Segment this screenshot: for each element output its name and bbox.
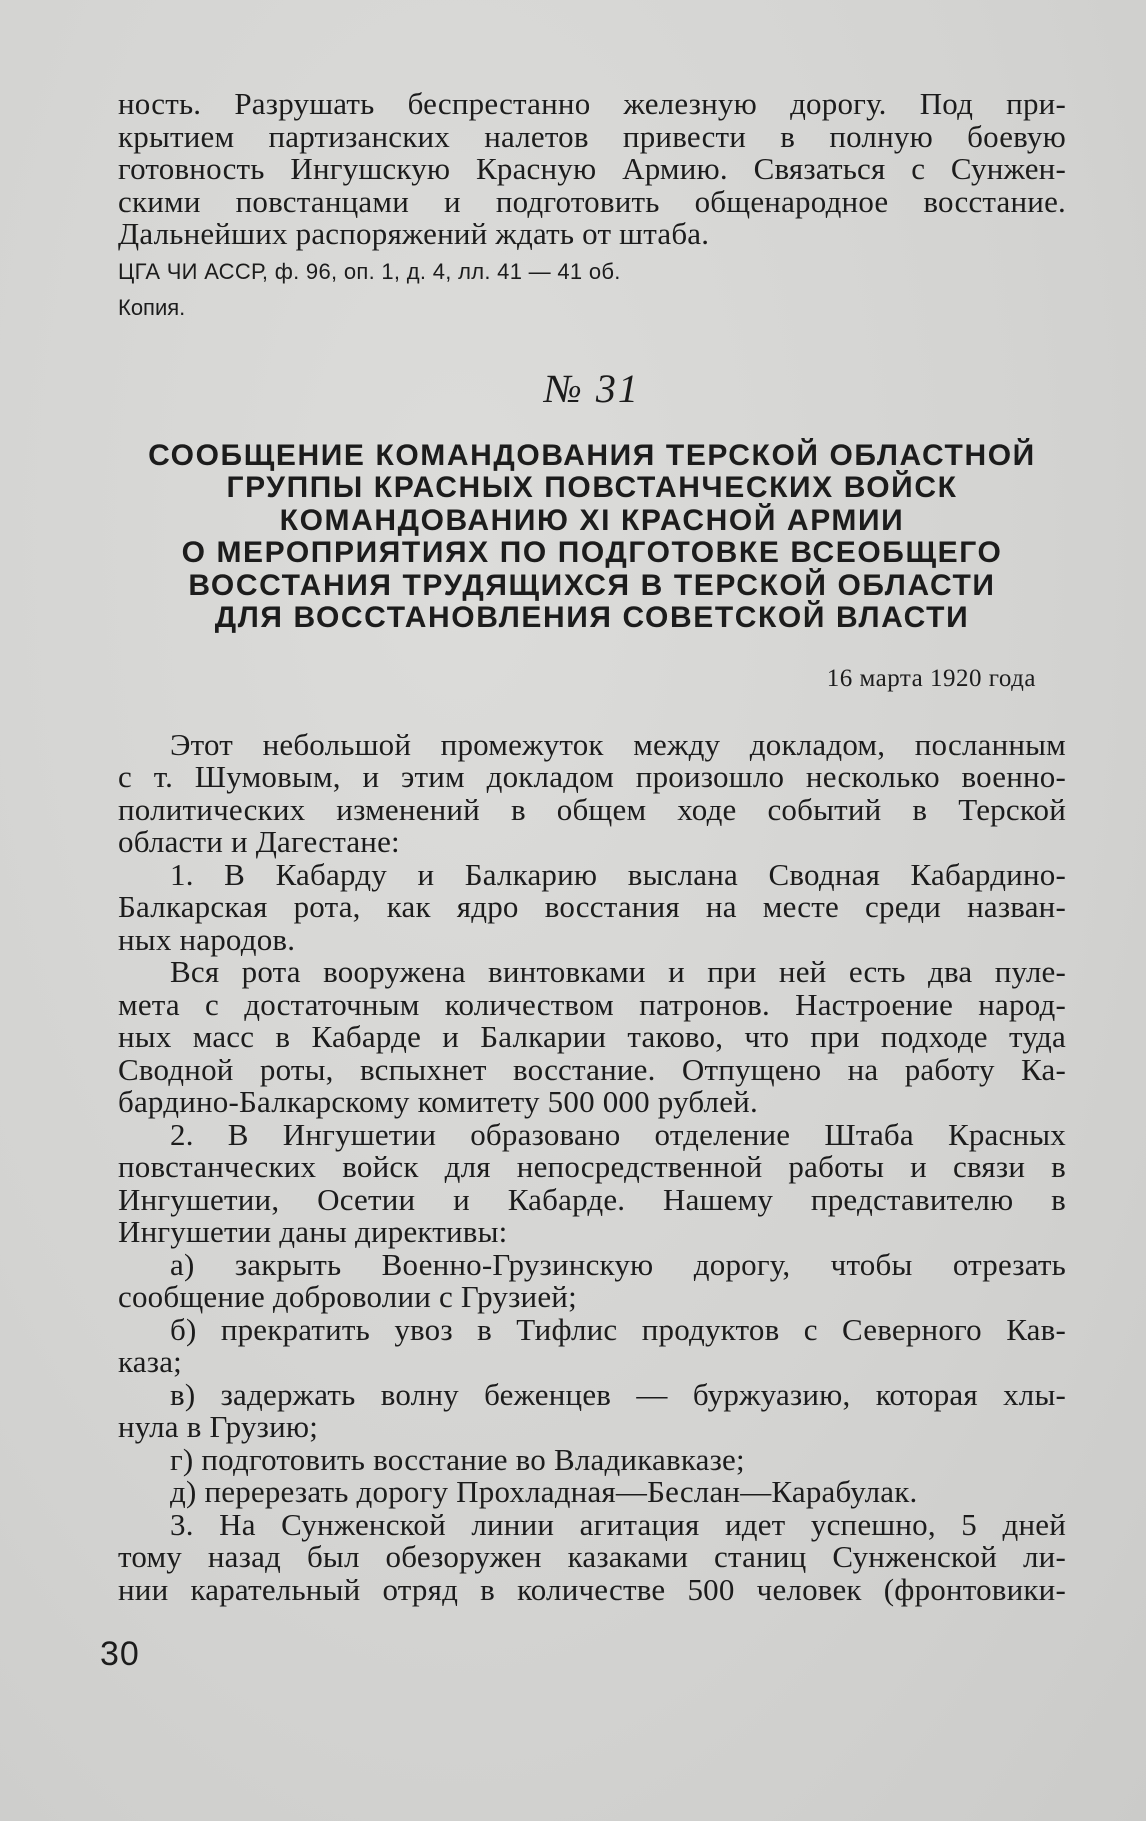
text-line: мета с достаточным количеством патронов. Настроение народ- [118,986,1066,1022]
text-line: д) перерезать дорогу Прохладная—Беслан—Карабулак. [170,1474,918,1509]
page [118,88,1066,1606]
directive-a [118,1246,1066,1314]
text-line: нии карательный отряд в количестве 500 человек (фронтовики- [118,1571,1066,1607]
text-line: Ингушетии даны директивы: [118,1214,508,1249]
document-number: № 31 [544,365,640,411]
text-line: 1. В Кабарду и Балкарию выслана Сводная Кабардино- [170,856,1066,892]
text-line: Сводной роты, вспыхнет восстание. Отпущено на работу Ка- [118,1051,1066,1087]
text-line: политических изменений в общем ходе событий в Терской [118,791,1066,827]
text-line: Вся рота вооружена винтовками и при ней есть два пуле- [170,954,1066,989]
text-line: ных народов. [118,921,296,957]
text-line: г) подготовить восстание во Владикавказе; [170,1441,745,1477]
archive-reference: ЦГА ЧИ АССР, ф. 96, оп. 1, д. 4, лл. 41 — 41 об. [118,258,621,284]
text-line: скими повстанцами и подготовить общенародное восстание. [118,183,1066,219]
paragraph-intro [118,726,1066,859]
title-line: ГРУППЫ КРАСНЫХ ПОВСТАНЧЕСКИХ ВОЙСК [226,471,958,504]
title-line: ВОССТАНИЯ ТРУДЯЩИХСЯ В ТЕРСКОЙ ОБЛАСТИ [188,568,996,602]
text-line: Дальнейших распоряжений ждать от штаба. [118,216,710,251]
continued-paragraph [118,88,1066,251]
paragraph-company [118,956,1066,1119]
text-line: в) задержать волну беженцев — буржуазию, которая хлы- [170,1376,1066,1412]
title-line: КОМАНДОВАНИЮ XI КРАСНОЙ АРМИИ [279,503,905,537]
paragraph-item-2 [118,1116,1066,1249]
text-line: бардино-Балкарскому комитету 500 000 рублей. [118,1084,758,1119]
paragraph-item-1 [118,856,1066,957]
text-line: ных масс в Кабарде и Балкарии таково, что при подходе туда [118,1019,1066,1054]
title-line: СООБЩЕНИЕ КОМАНДОВАНИЯ ТЕРСКОЙ ОБЛАСТНОЙ [148,438,1036,472]
text-line: повстанческих войск для непосредственной работы и связи в [118,1149,1066,1184]
page-number: 30 [100,1635,140,1673]
text-line: нула в Грузию; [118,1409,319,1444]
text-line: Ингушетии, Осетии и Кабарде. Нашему представителю в [118,1181,1066,1217]
text-line: б) прекратить увоз в Тифлис продуктов с Северного Кав- [170,1311,1066,1347]
copy-note: Копия. [118,294,186,320]
text-line: 2. В Ингушетии образовано отделение Штаба Красных [170,1116,1066,1152]
text-line: 3. На Сунженской линии агитация идет успешно, 5 дней [170,1506,1066,1542]
title-line: ДЛЯ ВОССТАНОВЛЕНИЯ СОВЕТСКОЙ ВЛАСТИ [214,601,970,634]
directive-g [118,1441,1066,1477]
text-line: каза; [118,1344,182,1379]
text-line: крытием партизанских налетов привести в полную боевую [118,118,1066,154]
document-title [118,440,1066,635]
directive-b [118,1311,1066,1379]
text-line: ность. Разрушать беспрестанно железную дорогу. Под при- [118,86,1066,121]
text-line: сообщение доброволии с Грузией; [118,1279,577,1314]
text-line: а) закрыть Военно-Грузинскую дорогу, чтобы отрезать [170,1246,1066,1282]
directive-v [118,1376,1066,1444]
text-line: готовность Ингушскую Красную Армию. Связаться с Сунжен- [118,151,1066,186]
paragraph-item-3 [118,1506,1066,1607]
title-line: О МЕРОПРИЯТИЯХ ПО ПОДГОТОВКЕ ВСЕОБЩЕГО [181,536,1003,569]
text-line: с т. Шумовым, и этим докладом произошло несколько военно- [118,759,1066,794]
text-line: тому назад был обезоружен казаками станиц Сунженской ли- [118,1539,1066,1574]
directive-d [118,1476,1066,1509]
document-date: 16 марта 1920 года [826,664,1036,692]
text-line: Этот небольшой промежуток между докладом, посланным [170,726,1066,762]
text-line: Балкарская рота, как ядро восстания на месте среди назван- [118,889,1066,924]
document-body [118,726,1066,1607]
text-line: области и Дагестане: [118,824,400,859]
